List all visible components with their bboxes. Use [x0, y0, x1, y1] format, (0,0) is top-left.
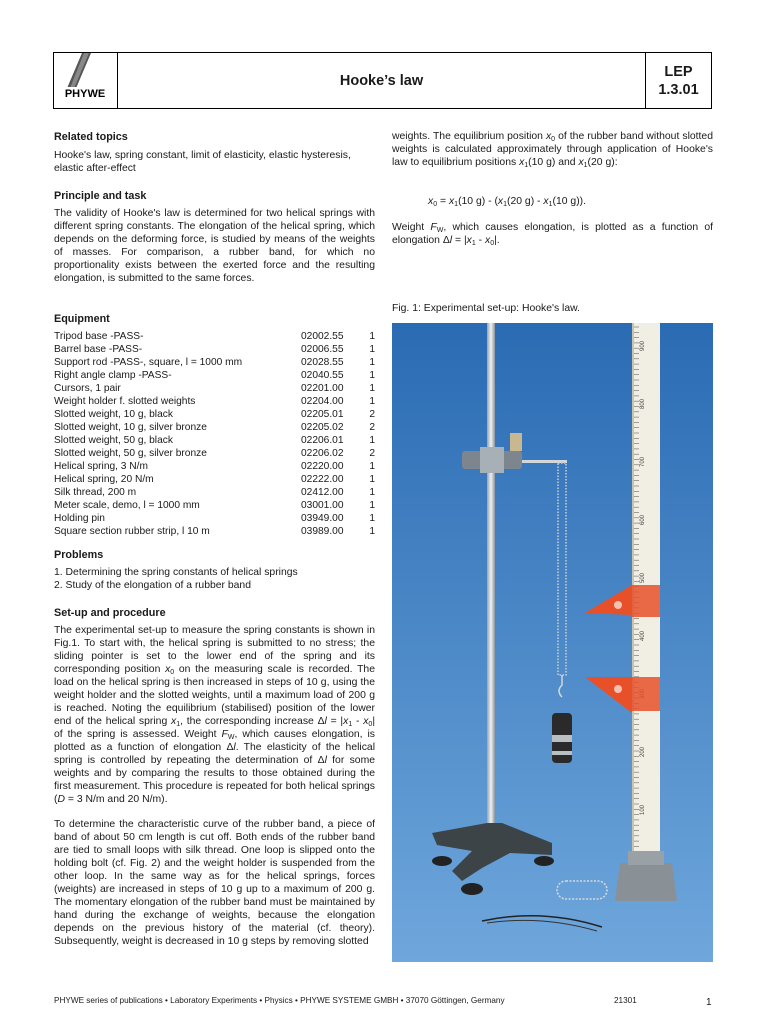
scale-label: 400	[640, 630, 646, 641]
equipment-section	[54, 312, 375, 538]
equipment-name: Support rod -PASS-, square, l = 1000 mm	[54, 357, 243, 368]
equipment-row	[54, 343, 375, 356]
setup-paragraph-1: The experimental set-up to measure the spring constants is shown in Fig.1. To start with, the helical spring is submitted to no stress; the sliding pointer is set to the lower end of the spring and its corresponding position $x_0$ on the measuring scale is recorded. The load on the helical spring is then increased in steps of 10 g, using the weight holder and the slotted weights, until a maximum load of 200 g is reached. Noting the equilibrium (stabilised) position of the lower end of the helical spring $x_1$, the corresponding increase $\Delta l = |x_1 - x_0|$ of the spring is assessed. Weight $F_W$, which causes elongation, is plotted as a function of elongation Δl. The elasticity of the helical spring is controlled by repeating the determination of Δl for some weights and by comparing the results to those obtained during the first measurement. This procedure is repeated for both helical springs (D = 3 N/m and 20 N/m).	[54, 625, 376, 805]
equipment-number: 02205.02	[301, 422, 344, 433]
page-title: Hooke’s law	[118, 53, 646, 108]
related-topics-text: Hooke's law, spring constant, limit of elasticity, elastic hysteresis, elastic after-effect	[54, 150, 351, 174]
equipment-name: Tripod base -PASS-	[54, 331, 144, 342]
equipment-qty: 1	[369, 487, 375, 498]
equipment-row	[54, 512, 375, 525]
experiment-photo	[392, 323, 713, 962]
equipment-number: 02040.55	[301, 370, 344, 381]
problems-section	[54, 548, 375, 592]
scale-label: 700	[640, 456, 646, 467]
scale-label: 800	[640, 398, 646, 409]
equipment-name: Meter scale, demo, l = 1000 mm	[54, 500, 200, 511]
equipment-number: 03949.00	[301, 513, 344, 524]
footer-number: 21301	[614, 996, 637, 1005]
related-topics-section	[54, 130, 375, 175]
equipment-number: 02028.55	[301, 357, 344, 368]
equipment-row	[54, 356, 375, 369]
equipment-qty: 2	[369, 448, 375, 459]
equipment-row	[54, 330, 375, 343]
equipment-qty: 2	[369, 422, 375, 433]
equipment-name: Slotted weight, 10 g, black	[54, 409, 173, 420]
equipment-qty: 1	[369, 396, 375, 407]
problem-item: 2. Study of the elongation of a rubber band	[54, 580, 251, 591]
related-topics-heading: Related topics	[54, 131, 128, 143]
equipment-number: 02006.55	[301, 344, 344, 355]
right-paragraph-2: Weight $F_W$, which causes elongation, is plotted as a function of elongation $\Delta l = |x_1 - x_0|$.	[392, 222, 713, 247]
problem-item: 1. Determining the spring constants of helical springs	[54, 567, 298, 578]
equipment-row	[54, 447, 375, 460]
principle-heading: Principle and task	[54, 190, 147, 202]
code-line-1: LEP	[664, 63, 693, 80]
principle-text: The validity of Hooke's law is determined for two helical springs with different spring constants. The elongation of the helical spring, which depends on the deforming force, is studied by means of the weights of masses. For comparison, a rubber band, for which no proportionality exists between the exerted force and the resulting elongation, is submitted to the same forces.	[54, 208, 375, 284]
equipment-number: 02206.02	[301, 448, 344, 459]
setup-paragraph-2: To determine the characteristic curve of the rubber band, a piece of band of about 50 cm length is cut off. Both ends of the rubber band are tied to small loops with silk thread. One loop is slipped onto the holding bolt (cf. Fig. 2) and the weight holder is suspended from the other loop. In the same way as for the helical springs, forces (weights) are increased in steps of 10 g up to a maximum of 200 g. The momentary elongation of the rubber band must be maintained by hand during the exchange of weights, because the elongation depends on the previous history of the material (cf. theory). Subsequently, weight is decreased in 10 g steps by removing slotted	[54, 819, 375, 947]
scale-label: 200	[640, 746, 646, 757]
code-line-2: 1.3.01	[658, 81, 699, 98]
equipment-qty: 2	[369, 409, 375, 420]
equipment-row	[54, 525, 375, 538]
equipment-qty: 1	[369, 370, 375, 381]
equipment-qty: 1	[369, 331, 375, 342]
setup-heading: Set-up and procedure	[54, 607, 166, 619]
scale-label: 600	[640, 514, 646, 525]
equipment-number: 03989.00	[301, 526, 344, 537]
equipment-name: Barrel base -PASS-	[54, 344, 143, 355]
footer-publisher: PHYWE series of publications • Laboratory Experiments • Physics • PHYWE SYSTEME GMBH • 37070 Göttingen, Germany	[54, 996, 505, 1005]
phywe-logo	[54, 53, 118, 108]
problems-list	[54, 566, 375, 592]
equipment-number: 02204.00	[301, 396, 344, 407]
equipment-qty: 1	[369, 357, 375, 368]
page-number: 1	[706, 997, 712, 1008]
equipment-row	[54, 460, 375, 473]
equipment-table	[54, 330, 375, 538]
equipment-qty: 1	[369, 474, 375, 485]
equipment-row	[54, 473, 375, 486]
equipment-number: 03001.00	[301, 500, 344, 511]
equipment-row	[54, 421, 375, 434]
equipment-number: 02206.01	[301, 435, 344, 446]
equipment-row	[54, 382, 375, 395]
equipment-qty: 1	[369, 461, 375, 472]
equipment-number: 02201.00	[301, 383, 344, 394]
problems-heading: Problems	[54, 549, 104, 561]
equipment-qty: 1	[369, 344, 375, 355]
equipment-row	[54, 434, 375, 447]
equipment-name: Weight holder f. slotted weights	[54, 396, 196, 407]
principle-section	[54, 189, 375, 285]
equipment-name: Slotted weight, 50 g, silver bronze	[54, 448, 207, 459]
experiment-code	[646, 53, 711, 108]
equipment-row	[54, 408, 375, 421]
equipment-number: 02205.01	[301, 409, 344, 420]
svg-text:PHYWE: PHYWE	[64, 88, 106, 100]
equipment-name: Silk thread, 200 m	[54, 487, 137, 498]
equipment-name: Helical spring, 3 N/m	[54, 461, 148, 472]
equipment-row	[54, 486, 375, 499]
equipment-name: Cursors, 1 pair	[54, 383, 121, 394]
equipment-name: Slotted weight, 10 g, silver bronze	[54, 422, 207, 433]
equipment-row	[54, 395, 375, 408]
right-column	[392, 130, 713, 247]
equilibrium-formula: $x_0 = x_1(10$ $g) - (x_1(20$ $g) - x_1(10$ g)).	[428, 196, 587, 208]
figure-caption: Fig. 1: Experimental set-up: Hooke's law.	[392, 303, 580, 314]
equipment-qty: 1	[369, 513, 375, 524]
equipment-row	[54, 369, 375, 382]
equipment-name: Right angle clamp -PASS-	[54, 370, 172, 381]
equipment-number: 02002.55	[301, 331, 344, 342]
equipment-name: Holding pin	[54, 513, 105, 524]
equipment-number: 02412.00	[301, 487, 344, 498]
equipment-number: 02222.00	[301, 474, 344, 485]
equipment-row	[54, 499, 375, 512]
equipment-name: Square section rubber strip, l 10 m	[54, 526, 210, 537]
equipment-number: 02220.00	[301, 461, 344, 472]
page-header	[53, 52, 712, 109]
equipment-name: Helical spring, 20 N/m	[54, 474, 154, 485]
right-paragraph-1: weights. The equilibrium position $x_0$ of the rubber band without slotted weights is calculated approximately through application of Hooke's law to equilibrium positions $x_1(10$ g) and $x_1(20$ g):	[392, 131, 713, 169]
equipment-qty: 1	[369, 383, 375, 394]
equipment-name: Slotted weight, 50 g, black	[54, 435, 173, 446]
scale-label: 900	[640, 340, 646, 351]
equipment-qty: 1	[369, 526, 375, 537]
setup-section	[54, 606, 375, 948]
equipment-qty: 1	[369, 435, 375, 446]
equipment-qty: 1	[369, 500, 375, 511]
scale-label: 100	[640, 804, 646, 815]
equipment-heading: Equipment	[54, 313, 110, 325]
scale-label: 500	[640, 572, 646, 583]
